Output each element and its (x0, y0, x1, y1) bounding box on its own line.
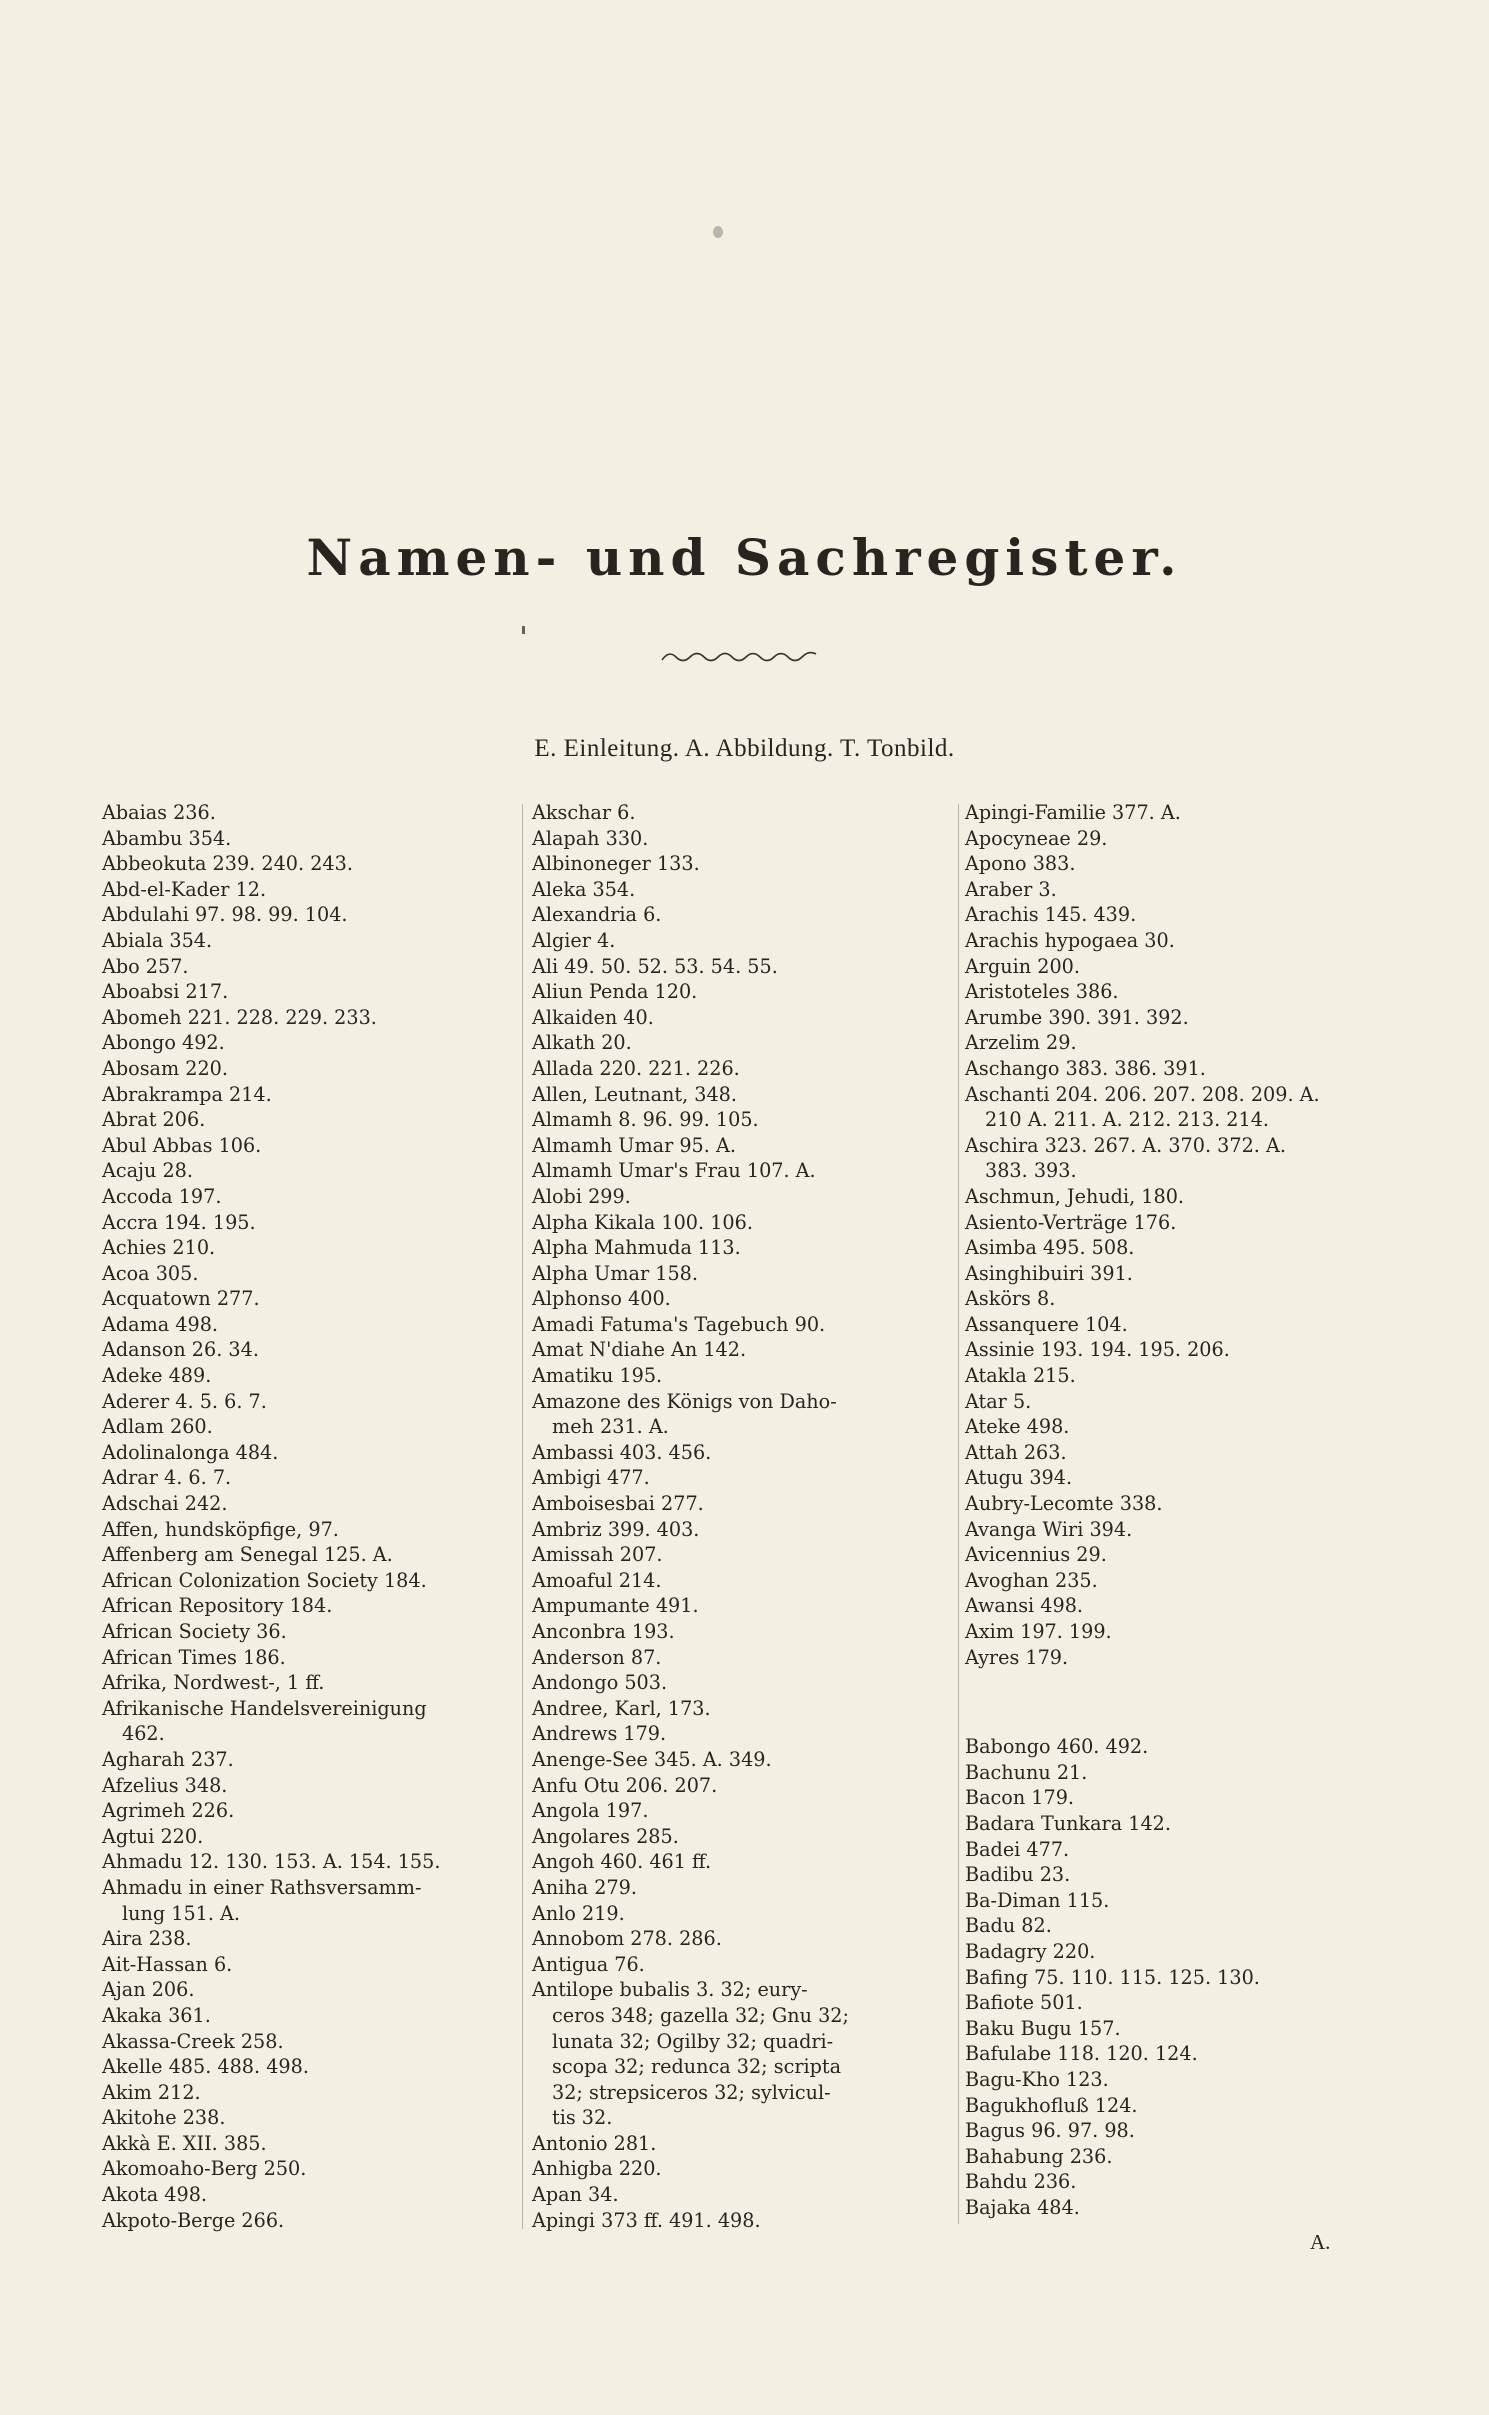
index-entry: Amadi Fatuma's Tagebuch 90. (532, 1312, 826, 1336)
index-entry: Akpoto-Berge 266. (102, 2208, 285, 2232)
index-entry: Adama 498. (102, 1312, 219, 1336)
index-entry: Axim 197. 199. (965, 1620, 1112, 1643)
index-entry: Abbeokuta 239. 240. 243. (102, 852, 353, 876)
index-entry: Asiento-Verträge 176. (965, 1210, 1177, 1234)
index-entry: Arumbe 390. 391. 392. (965, 1005, 1189, 1029)
index-entry: Ahmadu in einer Rathsversamm- (102, 1875, 422, 1899)
index-entry: Arguin 200. (965, 954, 1080, 978)
index-entry: Abdulahi 97. 98. 99. 104. (102, 903, 348, 927)
index-entry: Assinie 193. 194. 195. 206. (965, 1338, 1230, 1362)
index-entry: Bagukhofluß 124. (965, 2093, 1138, 2117)
index-entry: Affen, hundsköpfige, 97. (102, 1517, 339, 1541)
index-entry: Almamh Umar's Frau 107. A. (532, 1159, 816, 1183)
index-entry: Aschango 383. 386. 391. (965, 1056, 1206, 1080)
index-entry: Alpha Kikala 100. 106. (532, 1210, 753, 1234)
column-rule (522, 804, 523, 2229)
index-entry: Amboisesbai 277. (532, 1492, 704, 1516)
index-entry: Bagus 96. 97. 98. (965, 2119, 1135, 2143)
index-entry: Adlam 260. (102, 1415, 213, 1439)
index-entry: African Repository 184. (102, 1594, 333, 1618)
index-entry: Asinghibuiri 391. (965, 1261, 1133, 1285)
index-entry: African Times 186. (102, 1645, 286, 1669)
index-entry: Affenberg am Senegal 125. A. (102, 1543, 393, 1567)
index-entry: Atakla 215. (965, 1364, 1076, 1388)
index-entry: Accra 194. 195. (102, 1210, 256, 1234)
index-entry: Assanquere 104. (965, 1312, 1128, 1336)
index-entry: Bacon 179. (965, 1786, 1075, 1810)
index-entry: Aschanti 204. 206. 207. 208. 209. A. (965, 1082, 1320, 1106)
index-entry: Badu 82. (965, 1914, 1052, 1938)
index-entry: Bahabung 236. (965, 2144, 1113, 2168)
index-entry-continuation: 210 A. 211. A. 212. 213. 214. (985, 1108, 1270, 1132)
index-entry: African Colonization Society 184. (102, 1568, 427, 1592)
index-column-3 (965, 800, 1385, 2220)
index-entry-continuation: scopa 32; redunca 32; scripta (552, 2055, 842, 2079)
index-entry: Agrimeh 226. (102, 1799, 235, 1823)
index-entry: Almamh 8. 96. 99. 105. (532, 1108, 759, 1132)
index-entry: Amissah 207. (532, 1543, 663, 1567)
index-entry: Ambassi 403. 456. (532, 1440, 712, 1464)
index-entry: Aristoteles 386. (965, 980, 1119, 1004)
index-entry: Akota 498. (102, 2183, 208, 2207)
index-entry: Atar 5. (965, 1389, 1032, 1413)
index-entry: Abiala 354. (102, 928, 213, 952)
index-entry: Avanga Wiri 394. (965, 1517, 1133, 1541)
index-entry: Acquatown 277. (102, 1287, 260, 1311)
index-entry: Anhigba 220. (532, 2157, 662, 2181)
index-entry: Acoa 305. (102, 1261, 199, 1285)
index-entry: Bafiote 501. (965, 1991, 1083, 2015)
index-entry: Arzelim 29. (965, 1031, 1077, 1055)
index-entry: Ba-Diman 115. (965, 1888, 1110, 1912)
index-entry: Andree, Karl, 173. (532, 1696, 711, 1720)
index-entry: Baku Bugu 157. (965, 2016, 1121, 2040)
index-entry: Adschai 242. (102, 1492, 228, 1516)
index-entry: Algier 4. (532, 928, 616, 952)
index-entry: Asimba 495. 508. (965, 1236, 1135, 1260)
index-entry-continuation: ceros 348; gazella 32; Gnu 32; (552, 2003, 849, 2027)
index-entry: Abd-el-Kader 12. (102, 877, 267, 901)
index-entry-continuation: lunata 32; Ogilby 32; quadri- (552, 2029, 834, 2053)
index-entry: Akitohe 238. (102, 2106, 226, 2130)
index-entry: Abambu 354. (102, 826, 232, 850)
index-entry: Antilope bubalis 3. 32; eury- (532, 1978, 808, 2002)
index-entry: Allada 220. 221. 226. (532, 1056, 740, 1080)
index-entry: Awansi 498. (965, 1594, 1084, 1618)
index-entry: Abrakrampa 214. (102, 1082, 272, 1106)
index-entry: Antonio 281. (532, 2131, 657, 2155)
catchword: A. (1310, 2230, 1331, 2254)
index-entry: Badei 477. (965, 1837, 1070, 1861)
index-entry: Avicennius 29. (965, 1543, 1107, 1567)
index-entry: Ajan 206. (102, 1978, 195, 2002)
index-entry: Arachis 145. 439. (965, 903, 1137, 927)
index-entry: Adolinalonga 484. (102, 1440, 279, 1464)
index-column-2 (532, 800, 957, 2233)
index-entry: Avoghan 235. (965, 1568, 1098, 1592)
index-entry: Bagu-Kho 123. (965, 2067, 1109, 2091)
index-entry: Attah 263. (965, 1440, 1067, 1464)
index-entry: Alkath 20. (532, 1031, 632, 1055)
index-entry: Alkaiden 40. (532, 1005, 654, 1029)
index-entry: Allen, Leutnant, 348. (532, 1082, 737, 1106)
index-entry-continuation: tis 32. (552, 2106, 613, 2130)
index-entry: Acaju 28. (102, 1159, 193, 1183)
index-entry: Ait-Hassan 6. (102, 1952, 233, 1976)
index-entry: Adanson 26. 34. (102, 1338, 259, 1362)
index-entry: Alpha Mahmuda 113. (532, 1236, 741, 1260)
index-entry: Bajaka 484. (965, 2195, 1080, 2219)
index-entry: Adrar 4. 6. 7. (102, 1466, 232, 1490)
index-entry: Aschira 323. 267. A. 370. 372. A. (965, 1133, 1286, 1157)
index-entry: Antigua 76. (532, 1952, 645, 1976)
index-entry: Abrat 206. (102, 1108, 206, 1132)
abbreviation-legend: E. Einleitung. A. Abbildung. T. Tonbild. (534, 735, 955, 762)
index-entry-continuation: lung 151. A. (122, 1901, 241, 1925)
index-entry: Apan 34. (532, 2183, 619, 2207)
index-entry: Ampumante 491. (532, 1594, 699, 1618)
index-entry: Ateke 498. (965, 1415, 1070, 1439)
index-entry: Ambriz 399. 403. (532, 1517, 700, 1541)
index-entry: Akim 212. (102, 2080, 201, 2104)
index-entry: Ahmadu 12. 130. 153. A. 154. 155. (102, 1850, 441, 1874)
index-column-1 (102, 800, 522, 2233)
index-entry: Aliun Penda 120. (532, 980, 698, 1004)
index-entry: Abaias 236. (102, 801, 216, 824)
index-entry-continuation: 383. 393. (985, 1159, 1077, 1183)
index-entry: Afrikanische Handelsvereinigung (102, 1696, 427, 1720)
index-entry: Akaka 361. (102, 2003, 211, 2027)
index-entry: Accoda 197. (102, 1184, 222, 1208)
index-entry: Atugu 394. (965, 1466, 1073, 1490)
index-entry: Almamh Umar 95. A. (532, 1133, 736, 1157)
index-entry: Albinoneger 133. (532, 852, 700, 876)
index-entry: Ayres 179. (965, 1645, 1069, 1669)
index-entry: Apingi 373 ff. 491. 498. (532, 2208, 761, 2232)
index-entry: Anenge-See 345. A. 349. (532, 1747, 772, 1771)
index-entry: Bafulabe 118. 120. 124. (965, 2042, 1198, 2066)
index-entry: Afrika, Nordwest-, 1 ff. (102, 1671, 325, 1695)
column-rule (958, 804, 959, 2224)
index-entry: Aderer 4. 5. 6. 7. (102, 1389, 267, 1413)
wavy-ornament (660, 648, 820, 666)
index-entry: Amoaful 214. (532, 1568, 662, 1592)
index-entry: Badagry 220. (965, 1939, 1096, 1963)
index-entry: Alobi 299. (532, 1184, 631, 1208)
index-entry-continuation: 462. (122, 1722, 165, 1746)
index-entry: Aniha 279. (532, 1875, 637, 1899)
index-entry: Bafing 75. 110. 115. 125. 130. (965, 1965, 1260, 1989)
index-entry: Apono 383. (965, 852, 1076, 876)
index-entry: Adeke 489. (102, 1364, 212, 1388)
index-entry: Annobom 278. 286. (532, 1927, 722, 1951)
index-entry: Alpha Umar 158. (532, 1261, 698, 1285)
index-entry: Alphonso 400. (532, 1287, 671, 1311)
index-entry: Askörs 8. (965, 1287, 1056, 1311)
index-entry: Aubry-Lecomte 338. (965, 1492, 1163, 1516)
index-entry: Aleka 354. (532, 877, 636, 901)
index-entry: Akelle 485. 488. 498. (102, 2055, 309, 2079)
index-entry: African Society 36. (102, 1620, 287, 1643)
index-entry: Badibu 23. (965, 1863, 1071, 1887)
index-entry: Amat N'diahe An 142. (532, 1338, 747, 1362)
page-title: Namen- und Sachregister. (306, 528, 1183, 587)
index-entry: Andongo 503. (532, 1671, 668, 1695)
index-entry: Arachis hypogaea 30. (965, 928, 1175, 952)
index-entry: Afzelius 348. (102, 1773, 228, 1797)
index-entry: Aschmun, Jehudi, 180. (965, 1184, 1185, 1208)
index-entry-continuation: meh 231. A. (552, 1415, 669, 1439)
index-entry: Anlo 219. (532, 1901, 625, 1925)
index-entry: Alapah 330. (532, 826, 649, 850)
index-entry: Anderson 87. (532, 1645, 662, 1669)
index-entry: Angoh 460. 461 ff. (532, 1850, 712, 1874)
index-entry: Angolares 285. (532, 1824, 679, 1848)
ink-mark (522, 626, 525, 634)
index-entry: Apocyneae 29. (965, 826, 1108, 850)
index-entry: Andrews 179. (532, 1722, 667, 1746)
index-entry: Anfu Otu 206. 207. (532, 1773, 718, 1797)
index-entry: Agharah 237. (102, 1747, 234, 1771)
index-entry: Akkà E. XII. 385. (102, 2131, 267, 2155)
index-entry: Bahdu 236. (965, 2170, 1077, 2194)
index-entry: Agtui 220. (102, 1824, 204, 1848)
index-entry: Angola 197. (532, 1799, 649, 1823)
index-entry: Amatiku 195. (532, 1364, 663, 1388)
index-entry: Alexandria 6. (532, 903, 662, 927)
index-entry: Amazone des Königs von Daho- (532, 1389, 837, 1413)
index-entry: Badara Tunkara 142. (965, 1811, 1171, 1835)
index-entry: Abosam 220. (102, 1056, 228, 1080)
index-entry: Achies 210. (102, 1236, 216, 1260)
page-speck (713, 226, 723, 238)
index-entry: Abongo 492. (102, 1031, 225, 1055)
index-entry: Ambigi 477. (532, 1466, 650, 1490)
index-entry: Aira 238. (102, 1927, 192, 1951)
index-entry: Abo 257. (102, 954, 189, 978)
index-entry: Abul Abbas 106. (102, 1133, 262, 1157)
index-entry: Bachunu 21. (965, 1760, 1088, 1784)
index-entry: Abomeh 221. 228. 229. 233. (102, 1005, 377, 1029)
index-entry: Ali 49. 50. 52. 53. 54. 55. (532, 954, 778, 978)
section-gap (965, 1670, 1385, 1734)
index-entry: Akomoaho-Berg 250. (102, 2157, 307, 2181)
index-entry: Apingi-Familie 377. A. (965, 801, 1181, 824)
index-entry: Anconbra 193. (532, 1620, 675, 1643)
index-entry: Babongo 460. 492. (965, 1735, 1149, 1759)
index-entry: Aboabsi 217. (102, 980, 229, 1004)
index-entry-continuation: 32; strepsiceros 32; sylvicul- (552, 2080, 831, 2104)
index-entry: Akschar 6. (532, 801, 636, 824)
index-entry: Araber 3. (965, 877, 1057, 901)
index-entry: Akassa-Creek 258. (102, 2029, 284, 2053)
